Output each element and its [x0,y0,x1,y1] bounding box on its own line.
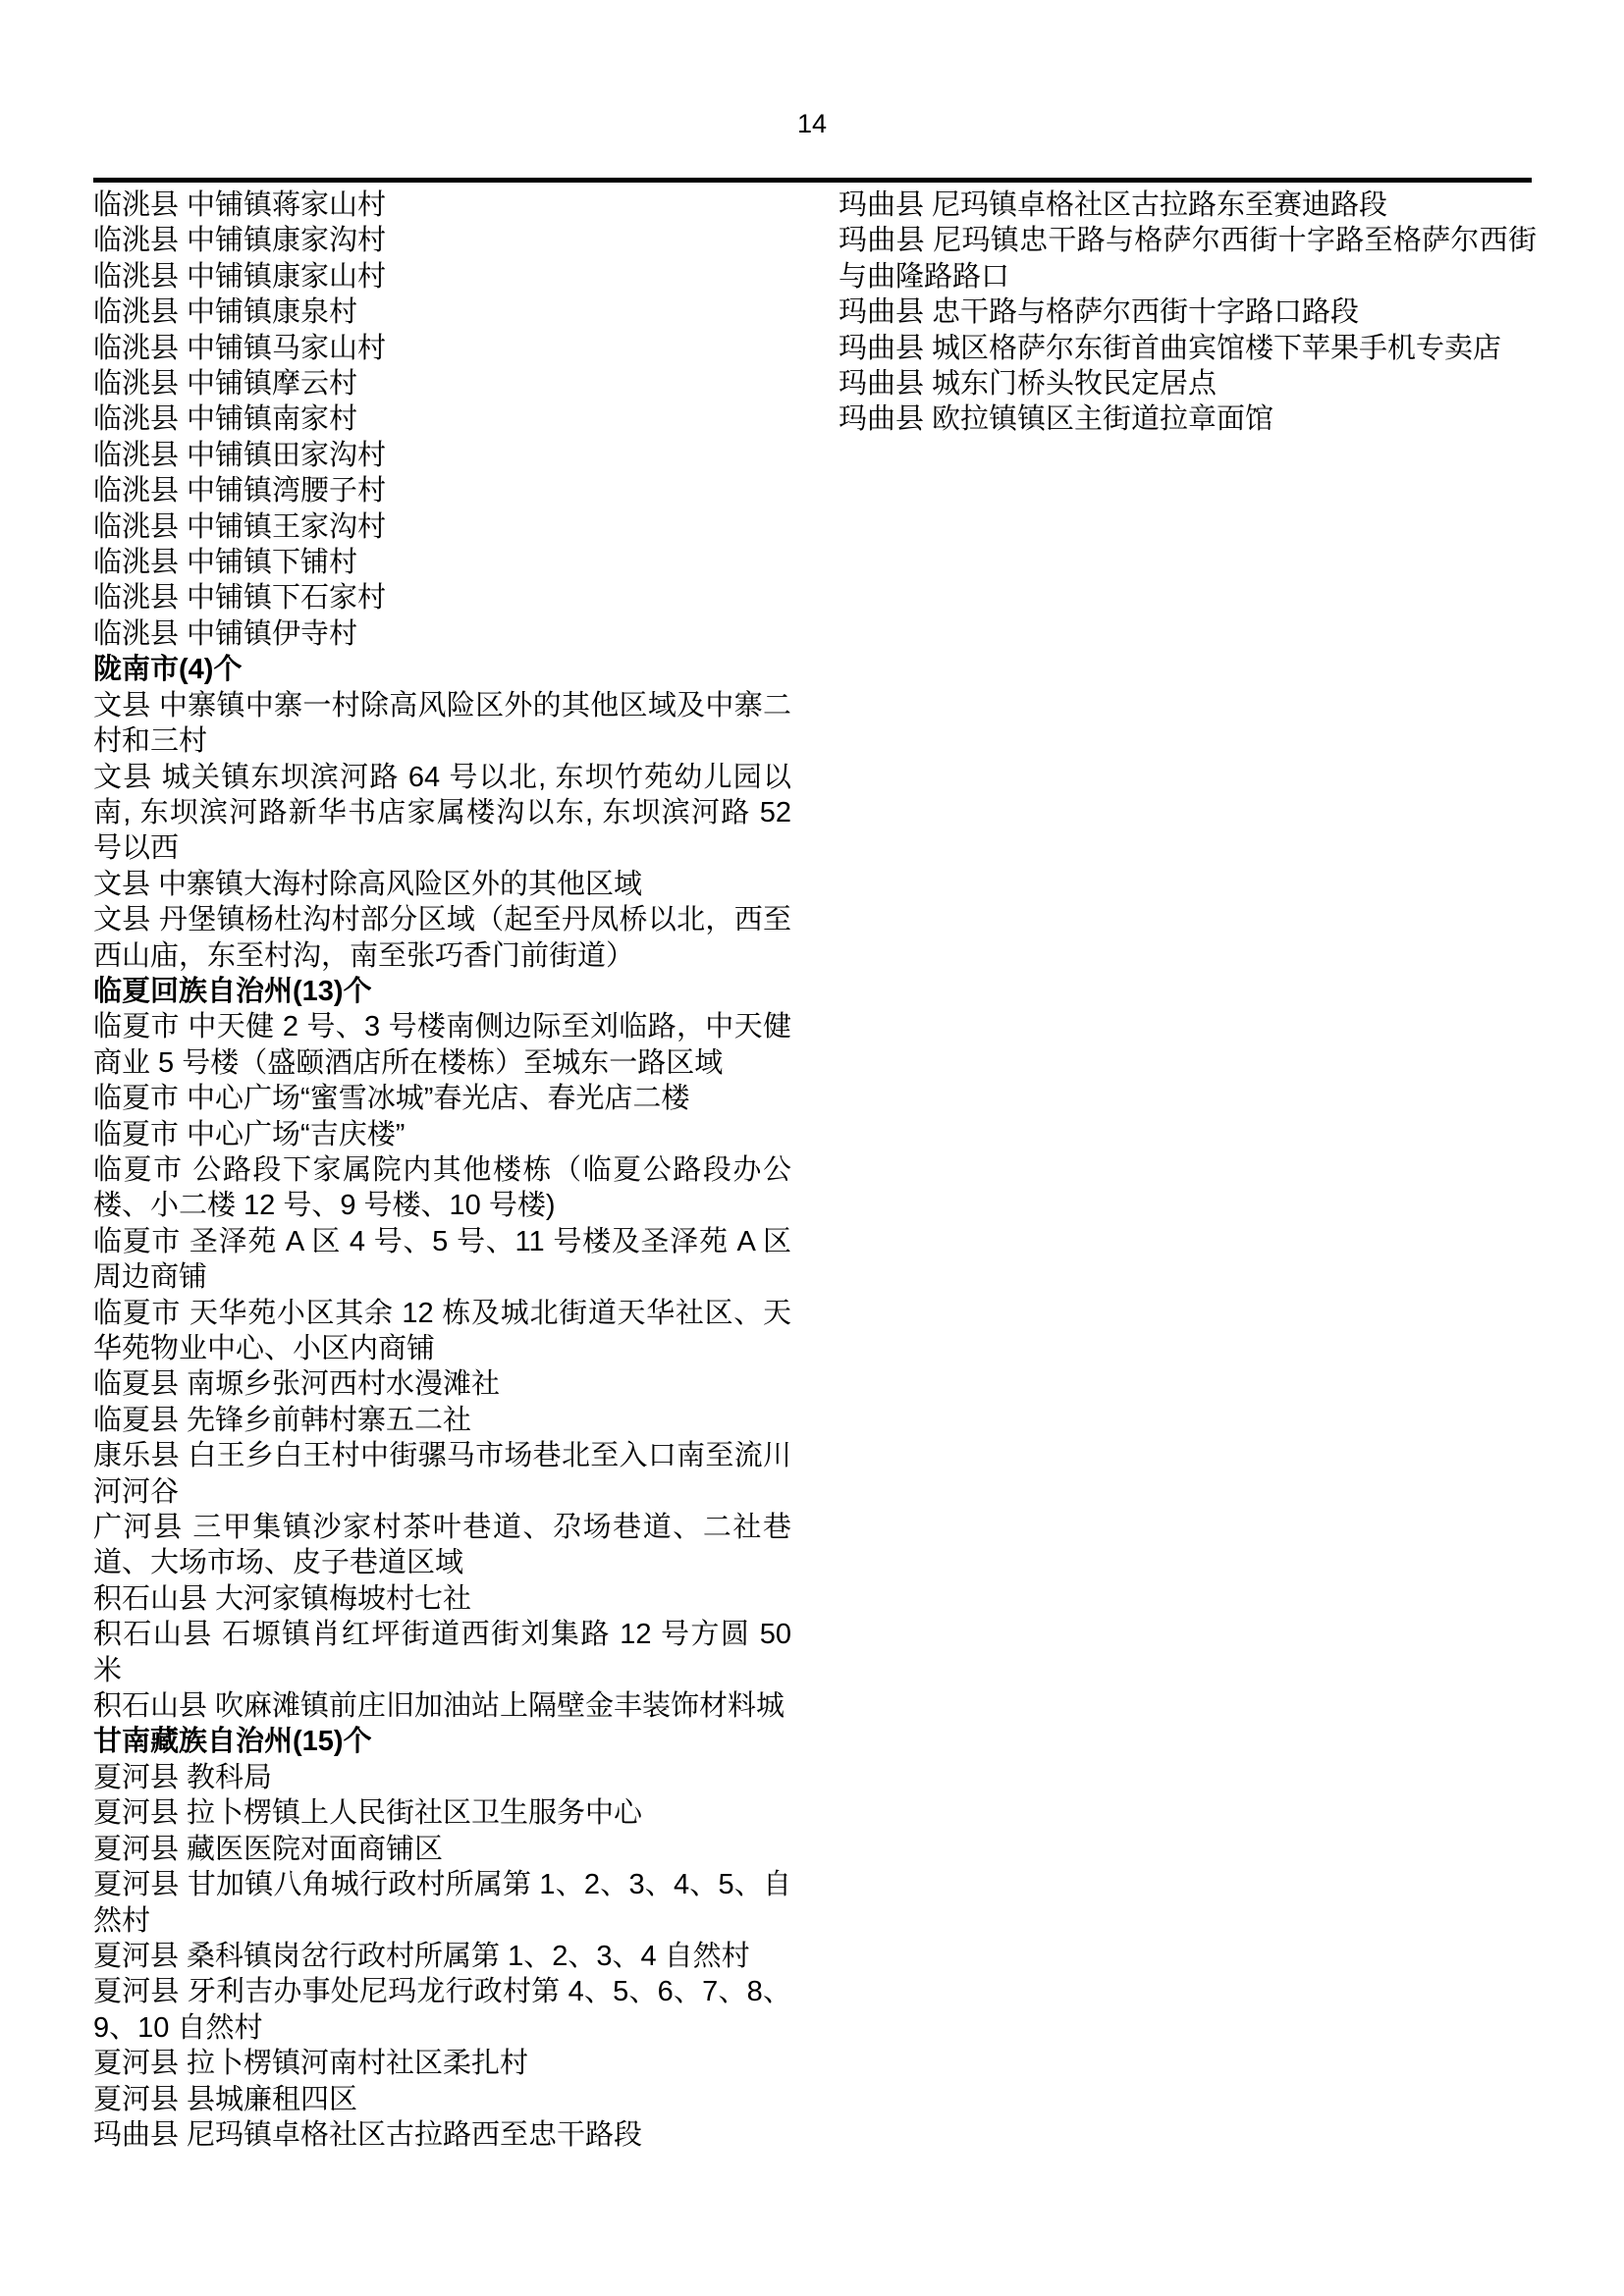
header-rule [93,178,1532,183]
list-item: 积石山县 吹麻滩镇前庄旧加油站上隔壁金丰装饰材料城 [93,1690,785,1723]
list-item: 玛曲县 欧拉镇镇区主街道拉章面馆 [839,403,1274,436]
section-header: 甘南藏族自治州(15)个 [93,1726,372,1758]
list-item: 临夏市 天华苑小区其余 12 栋及城北街道天华社区、天华苑物业中心、小区内商铺 [93,1297,791,1364]
page-number: 14 [796,109,828,138]
list-item: 临洮县 中铺镇康家山村 [93,260,387,293]
list-item: 临洮县 中铺镇马家山村 [93,332,387,364]
list-item: 临夏县 先锋乡前韩村寨五二社 [93,1404,472,1436]
list-item: 临夏县 南塬乡张河西村水漫滩社 [93,1368,501,1401]
two-column-layout [93,187,1537,2153]
list-item: 玛曲县 尼玛镇忠干路与格萨尔西街十字路至格萨尔西街与曲隆路路口 [839,225,1537,293]
list-item: 临夏市 中心广场“吉庆楼” [93,1118,406,1150]
list-item: 积石山县 大河家镇梅坡村七社 [93,1582,472,1615]
list-item: 临洮县 中铺镇摩云村 [93,368,358,400]
list-item: 文县 中寨镇大海村除高风险区外的其他区域 [93,868,643,900]
list-item: 夏河县 教科局 [93,1761,273,1793]
list-item: 玛曲县 尼玛镇卓格社区古拉路西至忠干路段 [93,2118,643,2151]
list-item: 夏河县 拉卜楞镇上人民街社区卫生服务中心 [93,1797,643,1830]
list-item: 临洮县 中铺镇田家沟村 [93,439,387,471]
list-item: 玛曲县 城东门桥头牧民定居点 [839,368,1218,400]
list-item: 临洮县 中铺镇湾腰子村 [93,475,387,507]
list-item: 临洮县 中铺镇下石家村 [93,582,387,614]
list-item: 临夏市 公路段下家属院内其他楼栋（临夏公路段办公楼、小二楼 12 号、9 号楼、10 号楼) [93,1153,791,1222]
left-column [93,187,791,2153]
right-column [839,187,1537,2153]
list-item: 玛曲县 忠干路与格萨尔西街十字路口路段 [839,296,1360,329]
list-item: 夏河县 拉卜楞镇河南村社区柔扎村 [93,2048,529,2080]
list-item: 夏河县 牙利吉办事处尼玛龙行政村第 4、5、6、7、8、9、10 自然村 [93,1976,791,2044]
list-item: 文县 城关镇东坝滨河路 64 号以北, 东坝竹苑幼儿园以南, 东坝滨河路新华书店家属楼沟以东, 东坝滨河路 52 号以西 [93,761,791,865]
list-item: 积石山县 石塬镇肖红坪街道西街刘集路 12 号方圆 50 米 [93,1619,791,1686]
list-item: 玛曲县 尼玛镇卓格社区古拉路东至赛迪路段 [839,189,1388,221]
list-item: 临洮县 中铺镇康家沟村 [93,225,387,257]
list-item: 临洮县 中铺镇南家村 [93,403,358,436]
list-item: 临洮县 中铺镇康泉村 [93,296,358,329]
section-header: 陇南市(4)个 [93,654,243,686]
list-item: 临夏市 圣泽苑 A 区 4 号、5 号、11 号楼及圣泽苑 A 区周边商铺 [93,1225,791,1294]
list-item: 夏河县 桑科镇岗岔行政村所属第 1、2、3、4 自然村 [93,1940,750,1972]
list-item: 临夏市 中天健 2 号、3 号楼南侧边际至刘临路，中天健商业 5 号楼（盛颐酒店所在楼栋）至城东一路区域 [93,1011,791,1079]
list-item: 临夏市 中心广场“蜜雪冰城”春光店、春光店二楼 [93,1083,690,1115]
list-item: 临洮县 中铺镇蒋家山村 [93,189,387,221]
list-item: 临洮县 中铺镇伊寺村 [93,617,358,650]
list-item: 康乐县 白王乡白王村中街骡马市场巷北至入口南至流川河河谷 [93,1440,791,1508]
list-item: 夏河县 藏医医院对面商铺区 [93,1833,444,1865]
list-item: 玛曲县 城区格萨尔东街首曲宾馆楼下苹果手机专卖店 [839,332,1502,364]
list-item: 夏河县 甘加镇八角城行政村所属第 1、2、3、4、5、自然村 [93,1869,791,1937]
list-item: 夏河县 县城廉租四区 [93,2083,358,2115]
list-item: 广河县 三甲集镇沙家村茶叶巷道、尕场巷道、二社巷道、大场市场、皮子巷道区域 [93,1512,791,1579]
list-item: 临洮县 中铺镇下铺村 [93,547,358,579]
section-header: 临夏回族自治州(13)个 [93,975,372,1007]
list-item: 文县 丹堡镇杨杜沟村部分区域（起至丹凤桥以北，西至西山庙，东至村沟，南至张巧香门前街道） [93,904,791,972]
list-item: 文县 中寨镇中寨一村除高风险区外的其他区域及中寨二村和三村 [93,689,791,758]
list-item: 临洮县 中铺镇王家沟村 [93,510,387,543]
